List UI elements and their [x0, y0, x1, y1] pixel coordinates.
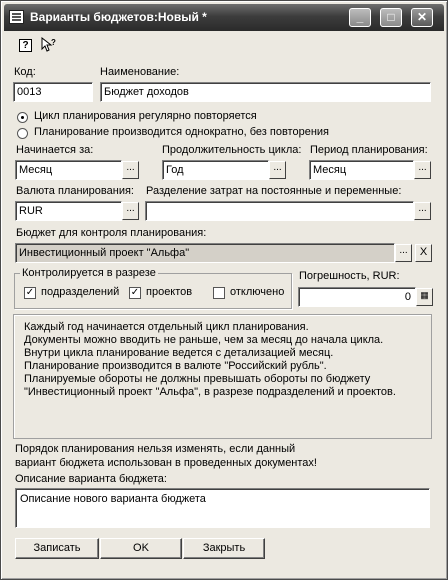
currency-select-button[interactable]: ...	[122, 202, 139, 220]
controlled-group-label: Контролируется в разрезе	[22, 267, 156, 279]
control-budget-clear-button[interactable]: X	[415, 244, 432, 262]
minimize-button[interactable]	[349, 8, 371, 27]
split-field[interactable]	[145, 201, 414, 221]
code-field[interactable]: 0013	[13, 82, 93, 102]
info-line: Каждый год начинается отдельный цикл планирования.	[24, 321, 309, 333]
currency-field[interactable]: RUR	[15, 201, 122, 221]
cycle-once-radio[interactable]	[17, 128, 28, 139]
cursor-question-icon[interactable]	[41, 37, 57, 56]
info-line: "Инвестиционный проект "Альфа", в разрезе подразделений и проектов.	[24, 386, 396, 398]
projects-label: проектов	[146, 286, 193, 298]
description-field[interactable]: Описание нового варианта бюджета	[15, 488, 430, 528]
period-label: Период планирования:	[310, 144, 428, 156]
description-label: Описание варианта бюджета:	[15, 473, 167, 485]
close-icon: ✕	[416, 10, 428, 24]
help-icon[interactable]: ?	[19, 39, 32, 52]
toolbar	[5, 33, 443, 57]
duration-field[interactable]: Год	[162, 160, 269, 180]
title-bar[interactable]	[4, 4, 444, 31]
close-button[interactable]: Закрыть	[183, 538, 265, 559]
name-field[interactable]: Бюджет доходов	[100, 82, 431, 102]
close-window-button[interactable]	[411, 8, 433, 27]
period-field[interactable]: Месяц	[309, 160, 414, 180]
window-icon	[9, 10, 24, 24]
departments-label: подразделений	[41, 286, 120, 298]
svg-text:?: ?	[51, 38, 56, 47]
name-label: Наименование:	[100, 66, 180, 78]
info-line: Планируемые обороты не должны превышать обороты по бюджету	[24, 373, 371, 385]
info-line: Документы можно вводить не раньше, чем за месяц до начала цикла.	[24, 334, 384, 346]
maximize-icon: □	[387, 10, 395, 24]
period-select-button[interactable]: ...	[414, 161, 431, 179]
start-select-button[interactable]: ...	[122, 161, 139, 179]
split-select-button[interactable]: ...	[414, 202, 431, 220]
ok-button[interactable]: OK	[100, 538, 182, 559]
save-button[interactable]: Записать	[15, 538, 99, 559]
split-label: Разделение затрат на постоянные и переменные:	[146, 185, 402, 197]
maximize-button[interactable]	[380, 8, 402, 27]
warning-line: Порядок планирования нельзя изменять, если данный	[15, 443, 296, 455]
planning-info-box	[13, 314, 432, 439]
info-line: Планирование производится в валюте "Российский рубль".	[24, 360, 327, 372]
window-title: Варианты бюджетов:Новый *	[30, 10, 207, 24]
duration-select-button[interactable]: ...	[269, 161, 286, 179]
duration-label: Продолжительность цикла:	[162, 144, 302, 156]
code-label: Код:	[14, 66, 36, 78]
tolerance-field[interactable]: 0	[298, 287, 416, 307]
cycle-repeat-label: Цикл планирования регулярно повторяется	[34, 110, 257, 122]
disabled-checkbox[interactable]	[213, 287, 225, 299]
departments-checkbox[interactable]: ✓	[25, 287, 35, 298]
info-line: Внутри цикла планирование ведется с детализацией месяц.	[24, 347, 334, 359]
projects-checkbox[interactable]: ✓	[130, 287, 140, 298]
warning-line: вариант бюджета использован в проведенных документах!	[15, 457, 317, 469]
control-budget-label: Бюджет для контроля планирования:	[16, 227, 207, 239]
control-budget-field[interactable]: Инвестиционный проект "Альфа"	[15, 243, 395, 263]
start-label: Начинается за:	[16, 144, 94, 156]
minimize-icon: _	[356, 10, 364, 24]
cycle-repeat-radio[interactable]	[17, 112, 28, 123]
tolerance-label: Погрешность, RUR:	[299, 270, 400, 282]
start-field[interactable]: Месяц	[15, 160, 122, 180]
calculator-icon[interactable]: ▦	[416, 288, 433, 306]
control-budget-select-button[interactable]: ...	[395, 244, 412, 262]
currency-label: Валюта планирования:	[16, 185, 134, 197]
disabled-label: отключено	[230, 286, 285, 298]
cycle-once-label: Планирование производится однократно, без повторения	[34, 126, 330, 138]
